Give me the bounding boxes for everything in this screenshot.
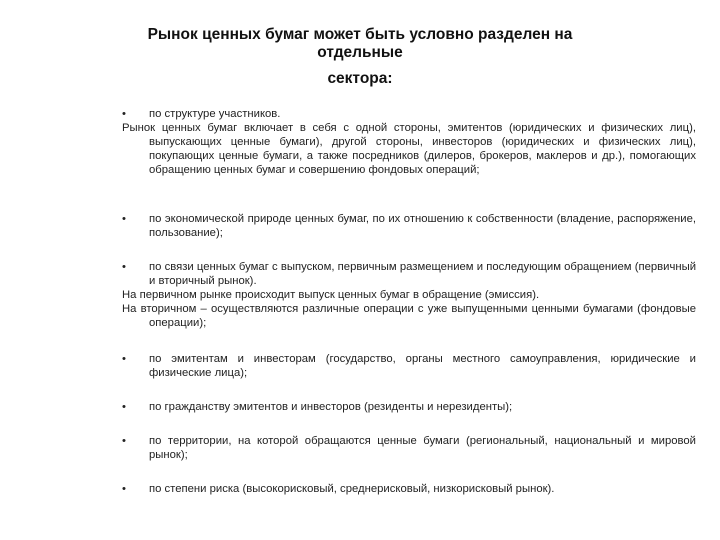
bullet-text: по гражданству эмитентов и инвесторов (резиденты и нерезиденты); xyxy=(149,401,513,413)
bullet-icon: • xyxy=(122,213,126,225)
bullet-text: по связи ценных бумаг с выпуском, первичным размещением и последующим обращением (первичный и вторичный рынок). xyxy=(149,261,696,288)
section-economic-nature xyxy=(122,212,696,240)
paragraph: Рынок ценных бумаг включает в себя с одной стороны, эмитентов (юридических и физических лиц), выпускающих ценные бумаги), другой стороны, инвесторов (юридических и физических лиц), покупающих ценные бумаги, а также посредников (дилеров, брокеров, маклеров и др.), помогающих обращению ценных бумаг и совершению фондовых операций; xyxy=(122,122,696,177)
section-territory xyxy=(122,434,696,462)
bullet-icon: • xyxy=(122,483,126,495)
title-line-1: Рынок ценных бумаг может быть условно разделен на отдельные xyxy=(147,26,573,61)
paragraph-secondary: На вторичном – осуществляются различные операции с уже выпущенными ценными бумагами (фондовые операции); xyxy=(122,303,696,330)
title-line-2: сектора: xyxy=(327,70,393,87)
bullet-text: по структуре участников. xyxy=(149,108,281,120)
section-issuers-investors xyxy=(122,352,696,380)
bullet-icon: • xyxy=(122,108,126,120)
bullet-text: по экономической природе ценных бумаг, по их отношению к собственности (владение, распоряжение, пользование); xyxy=(149,213,696,240)
section-participants xyxy=(122,107,696,177)
bullet-icon: • xyxy=(122,435,126,447)
section-citizenship xyxy=(122,400,696,414)
section-issue-link xyxy=(122,260,696,330)
bullet-icon: • xyxy=(122,261,126,273)
bullet-icon: • xyxy=(122,353,126,365)
section-risk xyxy=(122,482,696,496)
bullet-text: по эмитентам и инвесторам (государство, органы местного самоуправления, юридические и физические лица); xyxy=(149,353,696,380)
paragraph-primary: На первичном рынке происходит выпуск ценных бумаг в обращение (эмиссия). xyxy=(122,289,540,302)
bullet-text: по территории, на которой обращаются ценные бумаги (региональный, национальный и мировой рынок); xyxy=(149,435,696,462)
bullet-icon: • xyxy=(122,401,126,413)
bullet-text: по степени риска (высокорисковый, среднерисковый, низкорисковый рынок). xyxy=(149,483,555,495)
